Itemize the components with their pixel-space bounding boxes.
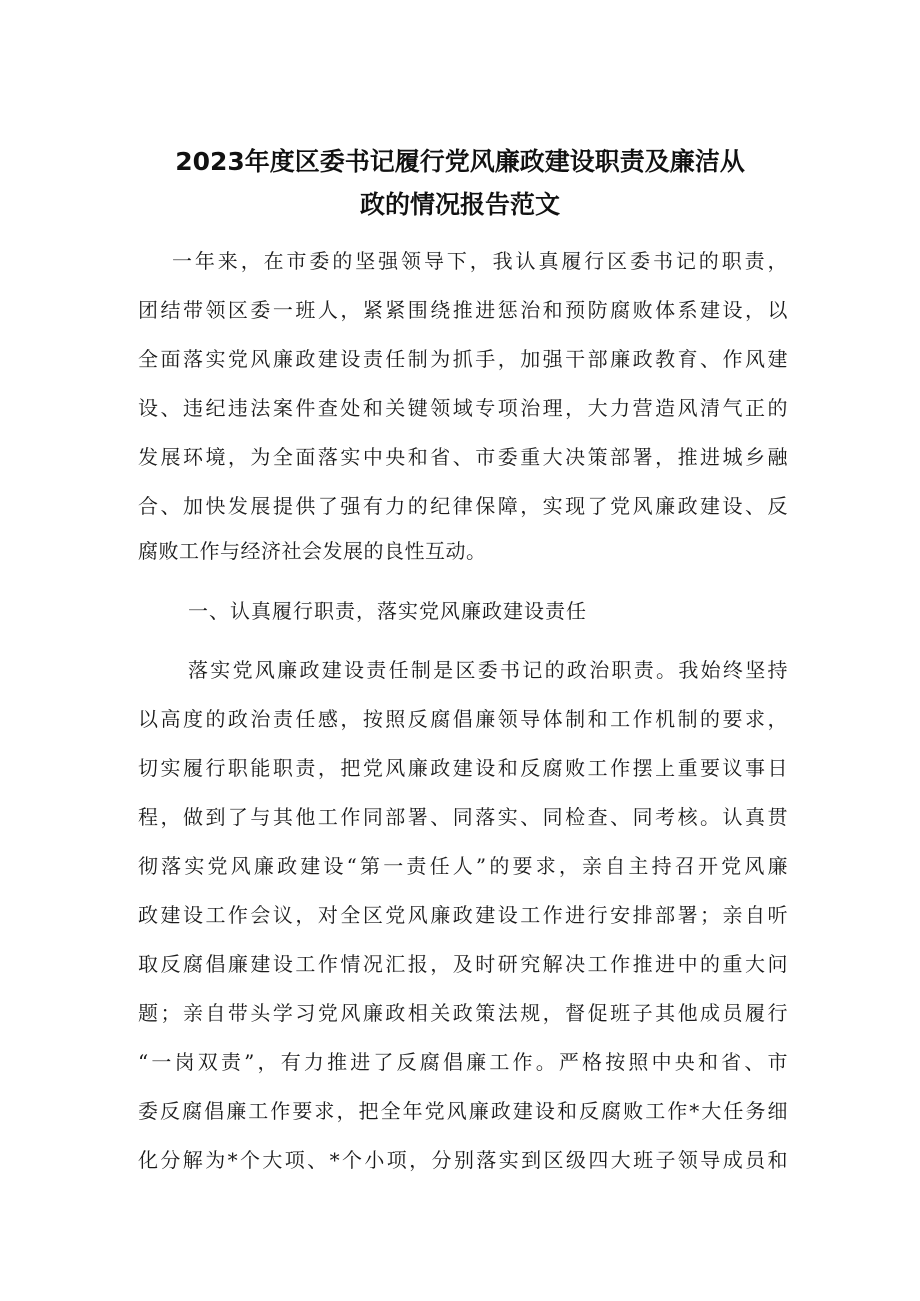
section-line: 切实履行职能职责，把党风廉政建设和反腐败工作摆上重要议事日 [138,756,788,780]
section-line: 以高度的政治责任感，按照反腐倡廉领导体制和工作机制的要求， [138,707,788,731]
section-line: 取反腐倡廉建设工作情况汇报，及时研究解决工作推进中的重大问 [138,952,788,976]
intro-line: 设、违纪违法案件查处和关键领域专项治理，大力营造风清气正的 [138,396,788,420]
document-title-line-1: 2023年度区委书记履行党风廉政建设职责及廉洁从 [175,147,745,176]
intro-line: 一年来，在市委的坚强领导下，我认真履行区委书记的职责， [172,249,788,273]
section-line: “一岗双责”，有力推进了反腐倡廉工作。严格按照中央和省、市 [138,1050,788,1074]
intro-line: 腐败工作与经济社会发展的良性互动。 [138,539,487,563]
document-title-line-2: 政的情况报告范文 [359,190,560,219]
intro-line: 发展环境，为全面落实中央和省、市委重大决策部署，推进城乡融 [138,445,788,469]
section-heading: 一、认真履行职责，落实党风廉政建设责任 [188,599,587,623]
intro-line: 团结带领区委一班人，紧紧围绕推进惩治和预防腐败体系建设，以 [138,298,788,322]
intro-line: 合、加快发展提供了强有力的纪律保障，实现了党风廉政建设、反 [138,494,788,518]
section-line: 化分解为*个大项、*个小项，分别落实到区级四大班子领导成员和 [138,1148,788,1172]
section-line: 程，做到了与其他工作同部署、同落实、同检查、同考核。认真贯 [138,805,788,829]
section-line: 政建设工作会议，对全区党风廉政建设工作进行安排部署；亲自听 [138,903,788,927]
section-line: 落实党风廉政建设责任制是区委书记的政治职责。我始终坚持 [188,658,788,682]
intro-line: 全面落实党风廉政建设责任制为抓手，加强干部廉政教育、作风建 [138,347,788,371]
section-line: 题；亲自带头学习党风廉政相关政策法规，督促班子其他成员履行 [138,1001,788,1025]
section-line: 委反腐倡廉工作要求，把全年党风廉政建设和反腐败工作*大任务细 [138,1099,788,1123]
section-line: 彻落实党风廉政建设“第一责任人”的要求，亲自主持召开党风廉 [138,854,788,878]
